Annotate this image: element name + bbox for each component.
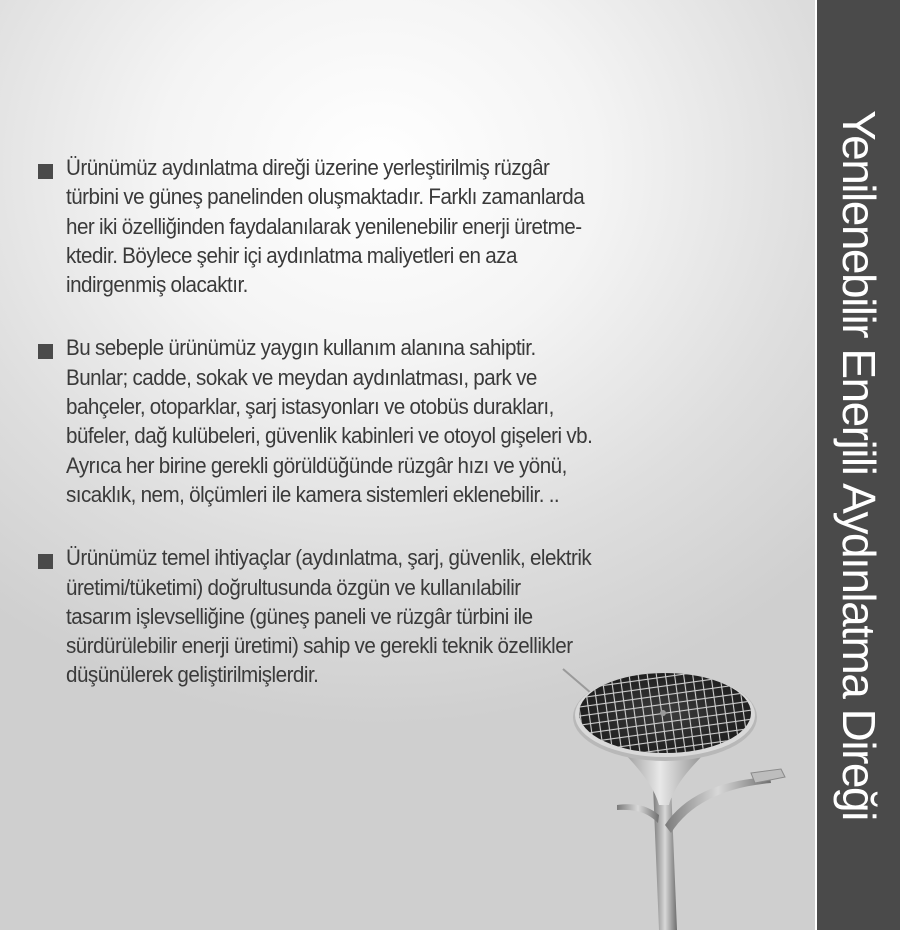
paragraph-1: [66, 153, 765, 299]
text-line: Ürünümüz aydınlatma direği üzerine yerleştirilmiş rüzgâr: [66, 155, 550, 180]
bullet-item-2: [36, 333, 776, 509]
solar-street-lamp-illustration: [555, 665, 815, 930]
side-title-band: [815, 0, 900, 930]
text-line: bahçeler, otoparklar, şarj istasyonları ve otobüs durakları,: [66, 394, 554, 420]
feature-list: [36, 153, 776, 724]
text-line: üretimi/tüketimi) doğrultusunda özgün ve kullanılabilir: [66, 574, 521, 600]
square-bullet-icon: [38, 344, 53, 359]
text-line: Bunlar; cadde, sokak ve meydan aydınlatması, park ve: [66, 364, 537, 390]
text-line: tasarım işlevselliğine (güneş paneli ve rüzgâr türbini ile: [66, 603, 533, 629]
paragraph-2: [66, 333, 765, 509]
text-line: Ürünümüz temel ihtiyaçlar (aydınlatma, şarj, güvenlik, elektrik: [66, 545, 592, 571]
text-line: ktedir. Böylece şehir içi aydınlatma maliyetleri en aza: [66, 242, 517, 268]
text-line: Ayrıca her birine gerekli görüldüğünde rüzgâr hızı ve yönü,: [66, 452, 567, 478]
text-line: sıcaklık, nem, ölçümleri ile kamera sistemleri eklenebilir. ..: [66, 481, 560, 507]
text-line: büfeler, dağ kulübeleri, güvenlik kabinleri ve otoyol gişeleri vb.: [66, 423, 593, 449]
text-line: düşünülerek geliştirilmişlerdir.: [66, 662, 319, 688]
square-bullet-icon: [38, 554, 53, 569]
text-line: sürdürülebilir enerji üretimi) sahip ve gerekli teknik özellikler: [66, 633, 573, 659]
text-line: Bu sebeple ürünümüz yaygın kullanım alanına sahiptir.: [66, 335, 536, 361]
square-bullet-icon: [38, 164, 53, 179]
text-line: indirgenmiş olacaktır.: [66, 272, 248, 298]
text-line: türbini ve güneş panelinden oluşmaktadır. Farklı zamanlarda: [66, 184, 585, 210]
text-line: her iki özelliğinden faydalanılarak yenilenebilir enerji üretme-: [66, 213, 582, 239]
bullet-item-1: [36, 153, 776, 299]
side-title: Yenilenebilir Enerjili Aydınlatma Direği: [832, 110, 885, 820]
